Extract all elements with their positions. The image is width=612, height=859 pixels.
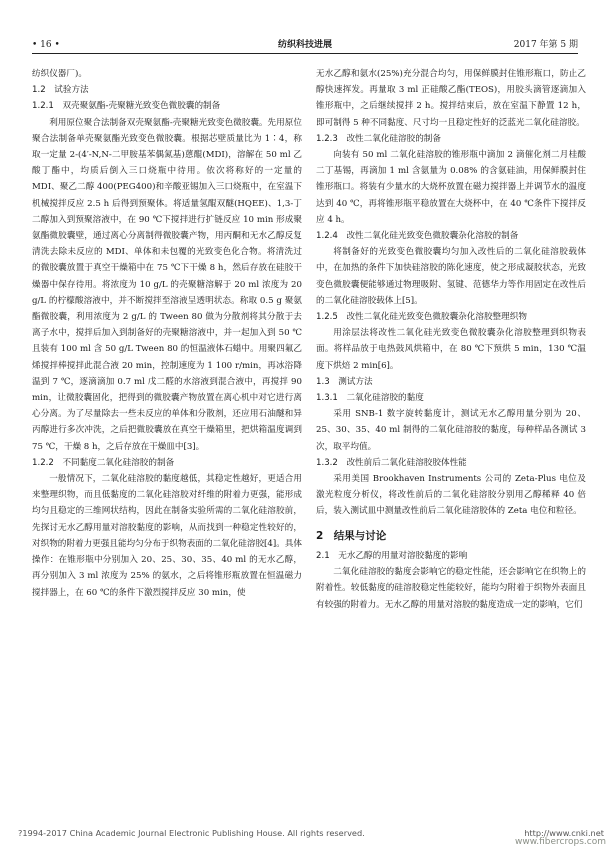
paragraph: 二氧化硅溶胶的黏度会影响它的稳定性能，还会影响它在织物上的附着性。较低黏度的硅溶胶稳定性能较好，能均匀附着于织物外表面且有较强的附着力。无水乙醇的用量对溶胶的黏度造成一定的影响，它们 [316, 567, 586, 610]
section-heading: 1.2.1 双壳聚氨酯-壳聚糖光致变色微胶囊的制备 [32, 101, 221, 112]
paragraph: 向装有 50 ml 二氧化硅溶胶的锥形瓶中滴加 2 滴催化剂二月桂酸二丁基锡，再滴加 1 ml 含氨量为 0.08% 的含氨硅油，用保鲜膜封住锥形瓶口。将装有少量水的大烧杯放置在磁力搅拌器上并调节水的温度达到 40 ℃，再将锥形瓶平稳放置在大烧杯中，在 40 ℃条件下搅拌反应 4 h。 [316, 150, 586, 225]
major-heading: 2 结果与讨论 [316, 529, 387, 542]
site-watermark: www.fibercrops.com [515, 837, 606, 847]
section-heading: 1.2.3 改性二氧化硅溶胶的制备 [316, 133, 441, 144]
paragraph: 无水乙醇和氨水(25%)充分混合均匀，用保鲜膜封住锥形瓶口，防止乙醇快速挥发。再量取 3 ml 正硅酸乙酯(TEOS)，用胶头滴管逐滴加入锥形瓶中，之后继续搅拌 2 h。搅拌结束后，放在室温下静置 12 h，即可制得 5 种不同黏度、尺寸均一且稳定性好的泛蓝光二氧化硅溶胶。 [316, 69, 586, 128]
right-column [316, 66, 586, 826]
paragraph: 利用原位聚合法制备双壳聚氨酯-壳聚糖光致变色微胶囊。先用原位聚合法制备单壳聚氨酯光致变色微胶囊。根据芯壁质量比为 1∶4，称取一定量 2-(4′-N,N-二甲胺基苯偶氮基)蒽醌(MDI)，溶解在 50 ml 乙酸丁酯中，均质后倒入三口烧瓶中待用。依次将称好的一定量的 MDI、聚乙二醇 400(PEG400)和辛酸亚锡加入三口烧瓶中，在室温下机械搅拌反应 2.5 h 后得到预聚体。将适量氢醌双醚(HQEE)、1,3-丁二醇加入到预聚溶液中，在 90 ℃下搅拌进行扩链反应 10 min 形成聚氨酯微胶囊壁，通过离心分离制得微胶囊产物，用丙酮和无水乙醇反复清洗去除未反应的 MDI、单体和未包覆的光致变色化合物。将清洗过的微胶囊放置于真空干燥箱中在 75 ℃下干燥 8 h，然后存放在硅胶干燥器中保存待用。将浓度为 10 g/L 的壳聚糖溶解于 20 ml 浓度为 20 g/L 的柠檬酸溶液中，并不断搅拌至溶液呈透明状态。称取 0.5 g 聚氨酯微胶囊，利用浓度为 2 g/L 的 Tween 80 做为分散剂将其分散于去离子水中，搅拌后加入到制备好的壳聚糖溶液中，并一起加入到 50 ℃且装有 100 ml 含 50 g/L Tween 80 的恒温液体石蜡中。用聚四氟乙烯搅拌棒搅拌此混合液 20 min，控制速度为 1 100 r/min，再冰浴降温到 7 ℃，逐滴滴加 0.7 ml 戊二醛的水溶液到混合液中，再搅拌 90 min，让微胶囊固化，把得到的微胶囊产物放置在离心机中对它进行离心分离。为了尽量除去一些未反应的单体和分散剂，还应用石油醚和异丙醇进行多次冲洗，之后把微胶囊放在真空干燥箱里，把烘箱温度调到 75 ℃，干燥 8 h，之后存放在干燥皿中[3]。 [32, 117, 302, 452]
issue-info: 2017 年第 5 期 [513, 40, 578, 50]
paragraph: 采用 SNB-1 数字旋转黏度计，测试无水乙醇用量分别为 20、25、30、35、40 ml 制得的二氧化硅溶胶的黏度，每种样品各测试 3 次，取平均值。 [316, 409, 586, 452]
page-number: • 16 • [32, 40, 60, 50]
paragraph: 用涂层法将改性二氧化硅光致变色微胶囊杂化溶胶整理到织物表面。将样品放于电热鼓风烘箱中，在 80 ℃下预烘 5 min，130 ℃温度下烘焙 2 min[6]。 [316, 328, 586, 371]
running-header [32, 37, 578, 54]
cnki-link[interactable]: http://www.cnki.net [524, 828, 604, 838]
paragraph: 采用美国 Brookhaven Instruments 公司的 Zeta-Plus 电位及激光粒度分析仪，将改性前后的二氧化硅溶胶分别用乙醇稀释 40 倍后，装入测试皿中测量改性前后二氧化硅溶胶体的 Zeta 电位和粒径。 [316, 474, 586, 517]
section-heading: 1.2.2 不同黏度二氧化硅溶胶的制备 [32, 457, 175, 468]
journal-title: 纺织科技进展 [277, 40, 332, 50]
paragraph: 一般情况下，二氧化硅溶胶的黏度越低，其稳定性越好，更适合用来整理织物，而且低黏度的二氧化硅溶胶对纤维的附着力更强，能形成均匀且稳定的三维网状结构，因此在制备实验所需的二氧化硅溶胶前，先探讨无水乙醇用量对溶胶黏度的影响，从而找到一种稳定性较好的，对织物的附着力更强且能均匀分布于织物表面的二氧化硅溶胶[4]。具体操作：在锥形瓶中分别加入 20、25、30、35、40 ml 的无水乙醇，再分别加入 3 ml 浓度为 25% 的氨水，之后将锥形瓶放置在恒温磁力搅拌器上，在 60 ℃的条件下激烈搅拌反应 30 min，使 [32, 474, 302, 598]
paragraph: 纺织仪器厂)。 [32, 69, 87, 79]
section-heading: 1.2.4 改性二氧化硅光致变色微胶囊杂化溶胶的制备 [316, 231, 519, 242]
left-column [32, 66, 302, 826]
copyright-text: ?1994-2017 China Academic Journal Electronic Publishing House. All rights reserved. [18, 828, 365, 838]
section-heading: 1.2 试验方法 [32, 85, 89, 96]
section-heading: 1.3.2 改性前后二氧化硅溶胶胶体性能 [316, 457, 467, 468]
section-heading: 1.2.5 改性二氧化硅光致变色微胶囊杂化溶胶整理织物 [316, 312, 527, 323]
paragraph: 将制备好的光致变色微胶囊均匀加入改性后的二氧化硅溶胶载体中，在加热的条件下加快硅溶胶的陈化速度，使之形成凝胶状态，光致变色微胶囊便能够通过物理吸附、氢键、范德华力等作用固定在改性后的二氧化硅溶胶载体上[5]。 [316, 247, 586, 306]
section-heading: 1.3 测试方法 [316, 376, 373, 387]
section-heading: 1.3.1 二氧化硅溶胶的黏度 [316, 393, 424, 404]
section-heading: 2.1 无水乙醇的用量对溶胶黏度的影响 [316, 550, 468, 561]
